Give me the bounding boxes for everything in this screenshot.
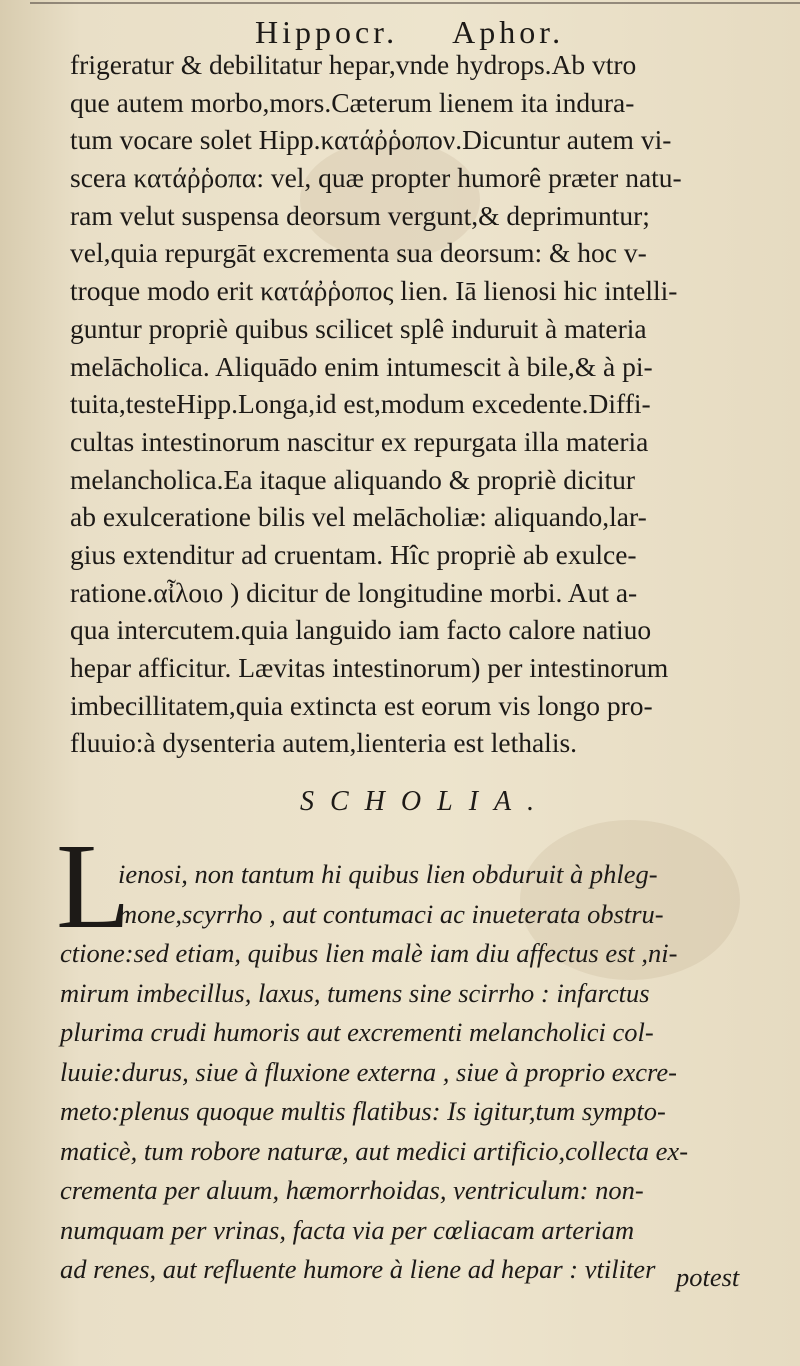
scholia-line: ctione:sed etiam, quibus lien malè iam diu affectus est ,ni- xyxy=(60,938,678,968)
scholia-line: ad renes, aut refluente humore à liene ad hepar : vtiliter xyxy=(60,1254,656,1284)
text-line: guntur propriè quibus scilicet splê induruit à materia xyxy=(70,312,647,344)
catchword: potest xyxy=(676,1262,740,1292)
text-line: imbecillitatem,quia extincta est eorum vis longo pro- xyxy=(70,689,653,721)
text-line: fluuio:à dysenteria autem,lienteria est lethalis. xyxy=(70,727,578,759)
header-left: Hippocr. xyxy=(255,14,399,50)
text-line: melancholica.Ea itaque aliquando & propriè dicitur xyxy=(70,463,636,495)
drop-capital: L xyxy=(56,819,131,954)
text-line: hepar afficitur. Lævitas intestinorum) per intestinorum xyxy=(70,652,669,683)
text-line: ram velut suspensa deorsum vergunt,& deprimuntur; xyxy=(70,199,650,231)
scholia-line: crementa per aluum, hæmorrhoidas, ventriculum: non- xyxy=(60,1175,644,1205)
text-line: tuita,testeHipp.Longa,id est,modum excedente.Diffi- xyxy=(70,388,651,420)
text-line: melācholica. Aliquādo enim intumescit à bile,& à pi- xyxy=(70,350,653,382)
text-line: gius extenditur ad cruentam. Hîc propriè ab exulce- xyxy=(70,538,637,570)
scholia-line: maticè, tum robore naturæ, aut medici artificio,collecta ex- xyxy=(60,1135,689,1166)
scholia-line: luuie:durus, siue à fluxione externa , siue à proprio excre- xyxy=(60,1056,677,1087)
top-rule xyxy=(30,2,800,4)
text-line: que autem morbo,mors.Cæterum lienem ita indura- xyxy=(70,86,635,118)
scholia-line: mirum imbecillus, laxus, tumens sine scirrho : infarctus xyxy=(60,977,650,1008)
main-text xyxy=(70,46,790,762)
scholia-line: plurima crudi humoris aut excrementi melancholici col- xyxy=(60,1017,654,1047)
text-line: ab exulceratione bilis vel melācholiæ: aliquando,lar- xyxy=(70,501,647,533)
scholia-heading: SCHOLIA. xyxy=(300,786,551,817)
scholia-line: meto:plenus quoque multis flatibus: Is igitur,tum sympto- xyxy=(60,1096,666,1126)
text-line: tum vocare solet Hipp.κατάῤῥοπον.Dicuntur autem vi- xyxy=(70,124,672,156)
scholia-line: ienosi, non tantum hi quibus lien obduruit à phleg- xyxy=(118,859,658,889)
header-right: Aphor. xyxy=(452,14,565,50)
text-line: qua intercutem.quia languido iam facto calore natiuo xyxy=(70,614,652,646)
text-line: cultas intestinorum nascitur ex repurgata illa materia xyxy=(70,425,649,457)
scholia-text xyxy=(60,855,780,1290)
scholia-line: numquam per vrinas, facta via per cœliacam arteriam xyxy=(60,1214,635,1245)
text-line: troque modo erit κατάῤῥοπος lien. Iā lienosi hic intelli- xyxy=(70,275,678,307)
text-line: ratione.αἶλοιο ) dicitur de longitudine morbi. Aut a- xyxy=(70,576,638,608)
text-line: frigeratur & debilitatur hepar,vnde hydrops.Ab vtro xyxy=(70,49,637,80)
text-line: scera κατάῤῥοπα: vel, quæ propter humorê præter natu- xyxy=(70,162,682,194)
scholia-line: mone,scyrrho , aut contumaci ac inueterata obstru- xyxy=(118,898,664,929)
text-line: vel,quia repurgāt excrementa sua deorsum: & hoc v- xyxy=(70,237,647,269)
